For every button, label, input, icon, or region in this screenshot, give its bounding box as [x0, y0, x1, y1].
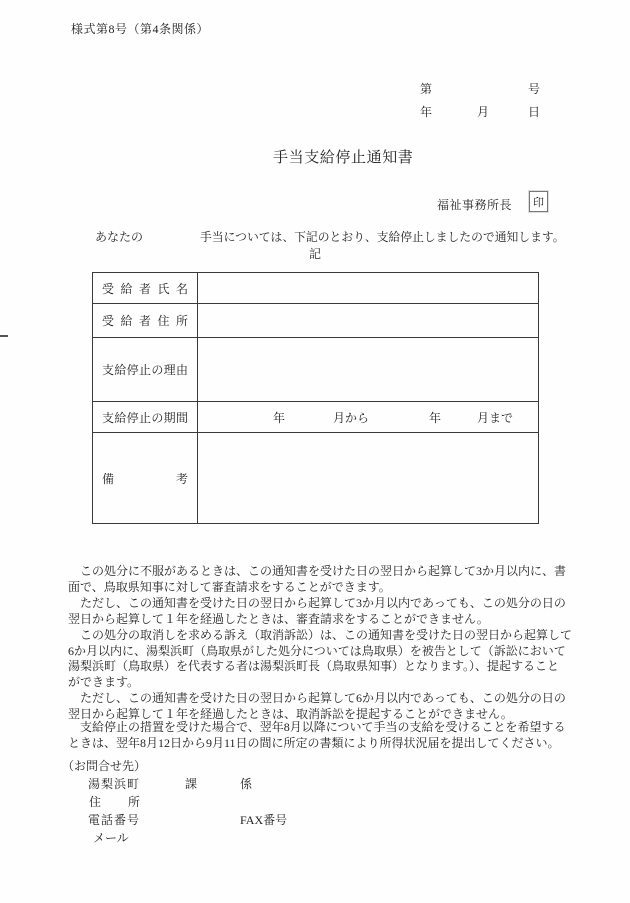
- body-line: 翌日から起算して１年を経過したときは、審査請求をすることができません。: [68, 611, 489, 626]
- contact-section-label: 係: [240, 777, 253, 791]
- contact-mail-label: メール: [93, 831, 129, 845]
- contact-fax-label: FAX番号: [240, 813, 288, 827]
- form-code: 様式第8号（第4条関係）: [71, 22, 210, 36]
- intro-body: 手当については、下記のとおり、支給停止しましたので通知します。: [200, 230, 565, 244]
- body-line: この処分の取消しを求める訴え（取消訴訟）は、この通知書を受けた日の翌日から起算して: [68, 627, 573, 642]
- date-month-label: 月: [477, 105, 490, 119]
- income-report-notice: [68, 719, 566, 751]
- intro-prefix: あなたの: [95, 230, 144, 244]
- margin-mark: [0, 335, 8, 337]
- signer-name: 福祉事務所長: [437, 198, 513, 212]
- contact-division-label: 課: [185, 777, 198, 791]
- appeal-paragraphs: [68, 564, 572, 723]
- body-line: 翌日から起算して１年を経過したときは、取消訴訟を提起することができません。: [68, 707, 513, 722]
- body-line: この処分に不服があるときは、この通知書を受けた日の翌日から起算して3か月以内に、書: [68, 564, 567, 578]
- contact-heading: （お問合せ先）: [62, 759, 147, 773]
- doc-number-suffix: 号: [528, 82, 541, 96]
- seal-label: 印: [533, 196, 544, 209]
- row-value-recipient-name: [198, 273, 538, 303]
- recipient-table: [92, 272, 539, 524]
- table-row-suspension-reason: [93, 338, 538, 402]
- table-row-remarks: [93, 433, 538, 523]
- body-line: 面で、鳥取県知事に対して審査請求をすることができます。: [68, 579, 391, 594]
- notice-line: ときは、翌年8月12日から9月11日の間に所定の書類により所得状況届を提出してください。: [68, 736, 560, 750]
- body-line: ができます。: [68, 675, 140, 690]
- notice-line: 支給停止の措置を受けた場合で、翌年8月以降について手当の支給を受けることを希望する: [68, 720, 566, 734]
- contact-town: 湯梨浜町: [88, 777, 141, 791]
- row-label-remarks: 備考: [102, 471, 188, 486]
- date-day-label: 日: [528, 105, 541, 119]
- row-value-recipient-address: [198, 304, 538, 337]
- body-line: 湯梨浜町（鳥取県）を代表する者は湯梨浜町長（鳥取県知事）となります。）、提起すること: [68, 659, 560, 674]
- body-line: 6か月以内に、湯梨浜町（鳥取県がした処分については鳥取県）を被告として（訴訟において: [68, 643, 566, 658]
- table-row-recipient-address: [93, 304, 538, 338]
- row-label-recipient-address: 受給者住所: [102, 314, 188, 328]
- doc-number-prefix: 第: [420, 82, 433, 96]
- body-line: ただし、この通知書を受けた日の翌日から起算して6か月以内であっても、この処分の日の: [68, 691, 566, 706]
- ki-label: 記: [308, 247, 321, 261]
- page-title: 手当支給停止通知書: [273, 150, 414, 166]
- row-label-recipient-name: 受給者氏名: [102, 281, 188, 296]
- table-row-recipient-name: [93, 273, 538, 304]
- contact-tel-label: 電話番号: [88, 813, 141, 827]
- contact-address-label: 住 所: [89, 795, 142, 809]
- row-label-suspension-reason: 支給停止の理由: [102, 363, 188, 377]
- row-value-remarks: [198, 433, 538, 523]
- row-label-suspension-period: 支給停止の期間: [102, 410, 188, 425]
- row-value-suspension-reason: [198, 338, 538, 401]
- body-line: ただし、この通知書を受けた日の翌日から起算して3か月以内であっても、この処分の日の: [68, 595, 566, 610]
- table-row-suspension-period: [93, 402, 538, 433]
- seal-box: [529, 191, 548, 212]
- date-year-label: 年: [420, 105, 433, 119]
- row-value-suspension-period: 年 月から 年 月まで: [273, 410, 514, 425]
